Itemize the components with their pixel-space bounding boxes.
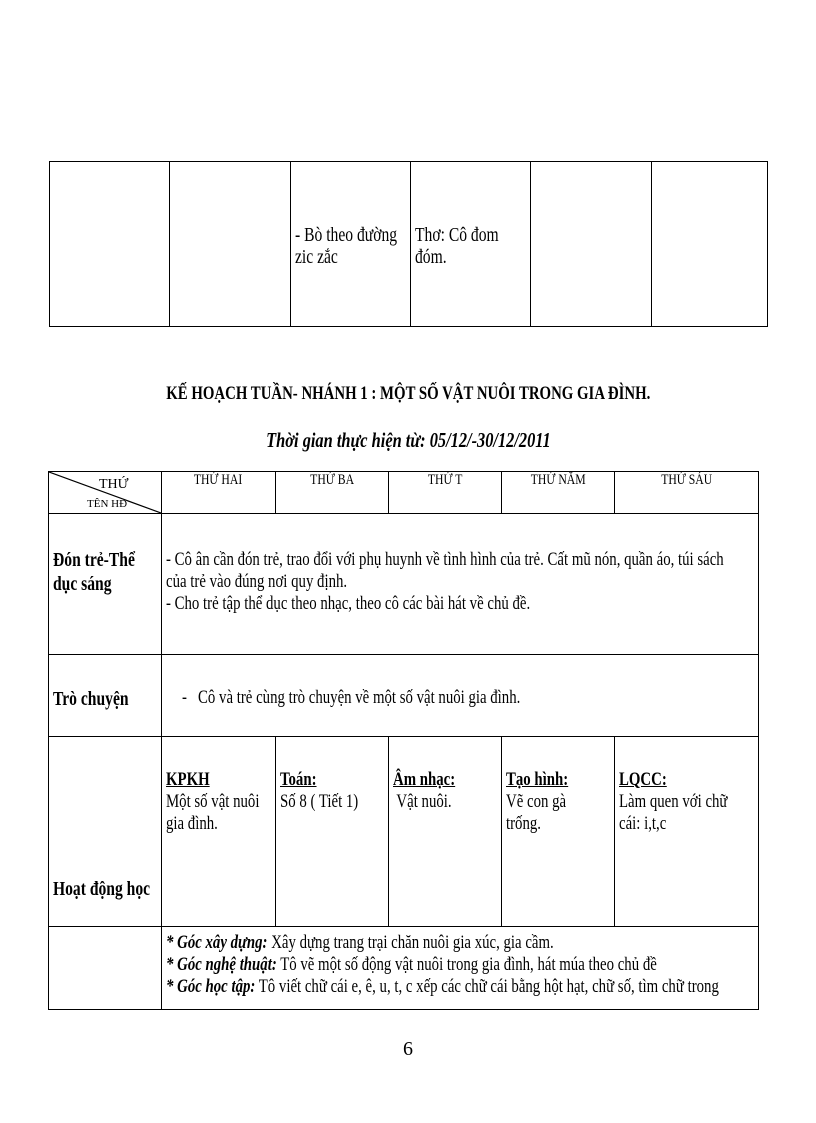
- subject-heading: Toán:: [280, 769, 317, 790]
- subject-heading: KPKH: [166, 769, 210, 790]
- corner-text: Tô vẽ một số động vật nuôi trong gia đình, hát múa theo chủ đề: [276, 954, 657, 975]
- subject-heading: Tạo hình:: [506, 769, 569, 790]
- subject-text: Số 8 ( Tiết 1): [280, 791, 359, 812]
- document-subtitle: Thời gian thực hiện từ: 05/12/-30/12/2011: [265, 428, 551, 452]
- table-row-learning: [49, 737, 759, 927]
- day-header-1: THỨ HAI: [162, 472, 276, 514]
- top-cell-4: [411, 162, 531, 327]
- corner-text: Xây dựng trang trại chăn nuôi gia xúc, gia cầm.: [267, 932, 554, 953]
- corner-label-day: THỨ: [99, 477, 129, 492]
- conversation-content-cell: [162, 655, 759, 737]
- top-continuation-table: [49, 161, 768, 327]
- welcome-text: - Cô ân cần đón trẻ, trao đổi với phụ huynh về tình hình của trẻ. Cất mũ nón, quần áo, túi sách của trẻ vào đúng nơi quy định. - Cho trẻ tập thể dục theo nhạc, theo cô các bài hát về chủ đề.: [166, 549, 724, 614]
- learning-subject-cell: [615, 737, 759, 927]
- row-label-welcome: Đón trẻ-Thể dục sáng: [53, 549, 135, 595]
- page-number: 6: [403, 1038, 413, 1060]
- table-row-welcome: [49, 514, 759, 655]
- subject-text: Vẽ con gà trống.: [506, 791, 567, 834]
- top-cell-1: [50, 162, 170, 327]
- top-cell-3: [291, 162, 411, 327]
- subject-text: Làm quen với chữ cái: i,t,c: [619, 791, 728, 834]
- row-label-learning: Hoạt động học: [53, 878, 151, 900]
- day-header-4: THỨ NĂM: [502, 472, 615, 514]
- corner-header-cell: [49, 472, 162, 514]
- day-header-5: THỨ SÁU: [615, 472, 759, 514]
- document-title: KẾ HOẠCH TUẦN- NHÁNH 1 : MỘT SỐ VẬT NUÔI TRONG GIA ĐÌNH.: [165, 383, 651, 404]
- table-row-conversation: [49, 655, 759, 737]
- top-cell-6: [652, 162, 768, 327]
- table-row-corners: [49, 927, 759, 1010]
- row-label-cell: [49, 737, 162, 927]
- weekly-plan-table: [48, 471, 759, 1010]
- learning-subject-cell: [502, 737, 615, 927]
- table-row: [50, 162, 768, 327]
- corners-content-cell: [162, 927, 759, 1010]
- row-label-cell: [49, 927, 162, 1010]
- row-label-conversation: Trò chuyện: [53, 688, 129, 710]
- day-header-2: THỨ BA: [276, 472, 389, 514]
- learning-subject-cell: [276, 737, 389, 927]
- corner-label: * Góc học tập:: [166, 976, 256, 997]
- learning-subject-cell: [162, 737, 276, 927]
- corner-label: * Góc xây dựng:: [166, 932, 268, 953]
- subject-text: Một số vật nuôi gia đình.: [166, 791, 260, 834]
- subject-text: Vật nuôi.: [393, 791, 452, 812]
- activity-text: - Bò theo đường zic zắc: [295, 224, 398, 268]
- poem-text: Thơ: Cô đom đóm.: [415, 224, 499, 268]
- subject-heading: Âm nhạc:: [393, 769, 456, 790]
- corner-text: Tô viết chữ cái e, ê, u, t, c xếp các chữ cái bằng hột hạt, chữ số, tìm chữ trong: [255, 976, 719, 997]
- corner-label: * Góc nghệ thuật:: [166, 954, 277, 975]
- day-header-3: THỨ T: [389, 472, 502, 514]
- learning-subject-cell: [389, 737, 502, 927]
- subject-heading: LQCC:: [619, 769, 667, 790]
- welcome-content-cell: [162, 514, 759, 655]
- top-cell-2: [170, 162, 291, 327]
- table-header-row: [49, 472, 759, 514]
- conversation-text: - Cô và trẻ cùng trò chuyện về một số vật nuôi gia đình.: [182, 687, 521, 708]
- row-label-cell: [49, 514, 162, 655]
- top-cell-5: [531, 162, 652, 327]
- corner-label-activity: TÊN HĐ: [87, 498, 128, 510]
- row-label-cell: [49, 655, 162, 737]
